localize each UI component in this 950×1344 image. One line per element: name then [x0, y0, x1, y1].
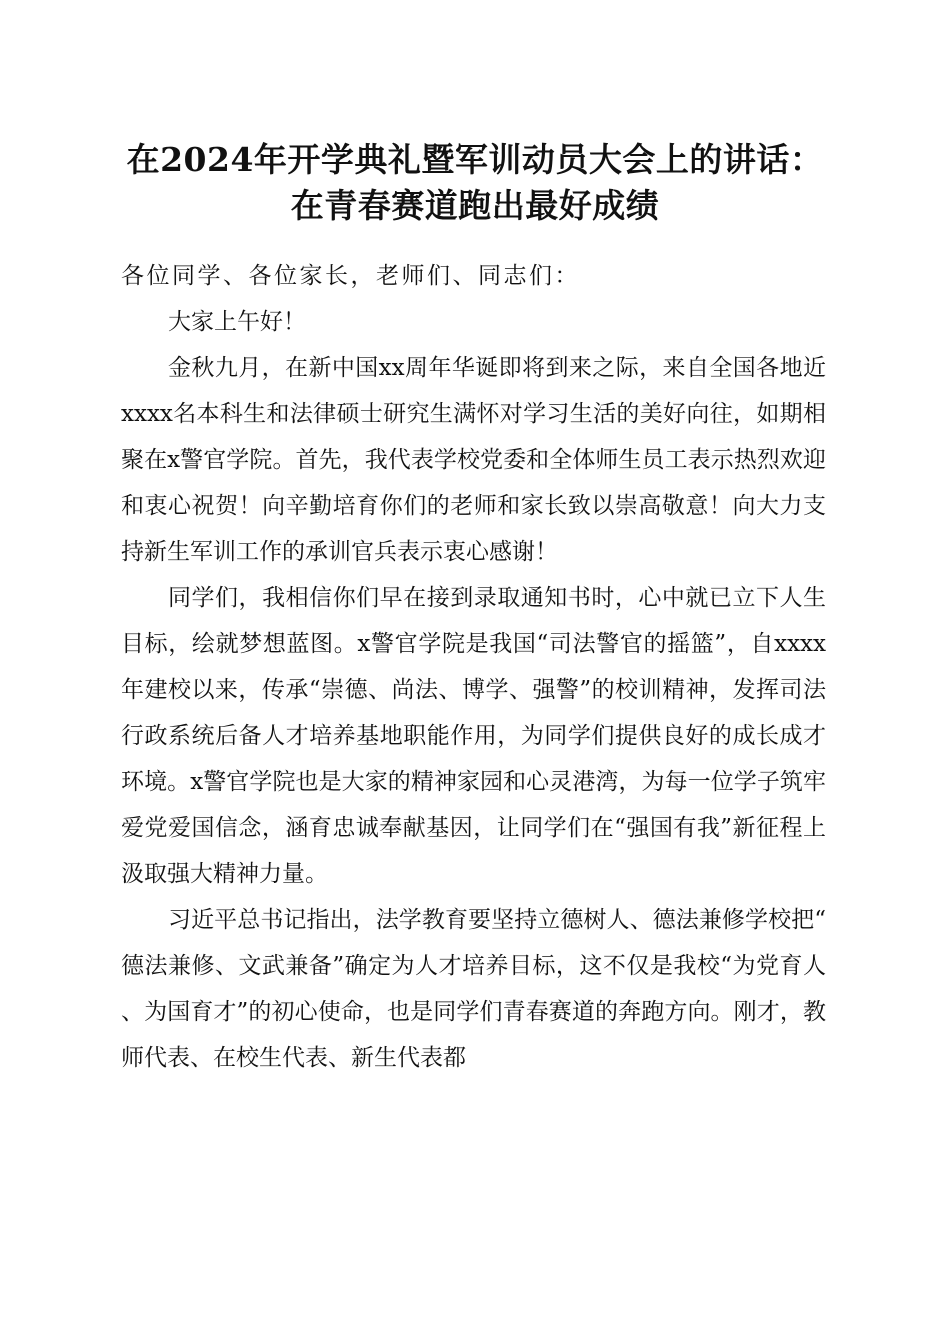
paragraph-1: 金秋九月，在新中国xx周年华诞即将到来之际，来自全国各地近xxxx名本科生和法律硕士研究生满怀对学习生活的美好向往，如期相聚在x警官学院。首先，我代表学校党委和全体师生员工表示热烈欢迎和衷心祝贺！向辛勤培育你们的老师和家长致以崇高敬意！向大力支持新生军训工作的承训官兵表示衷心感谢！	[121, 355, 826, 565]
paragraph-2: 同学们，我相信你们早在接到录取通知书时，心中就已立下人生目标，绘就梦想蓝图。x警官学院是我国“司法警官的摇篮”，自xxxx年建校以来，传承“崇德、尚法、博学、强警”的校训精神，发挥司法行政系统后备人才培养基地职能作用，为同学们提供良好的成长成才环境。x警官学院也是大家的精神家园和心灵港湾，为每一位学子筑牢爱党爱国信念，涵育忠诚奉献基因，让同学们在“强国有我”新征程上汲取强大精神力量。	[121, 585, 826, 887]
document-title-line-1: 在2024年开学典礼暨军训动员大会上的讲话：	[126, 140, 824, 179]
greeting: 大家上午好！	[168, 309, 306, 335]
document-body	[121, 253, 826, 1081]
document-title-line-2: 在青春赛道跑出最好成绩	[290, 186, 660, 225]
paragraph-3: 习近平总书记指出，法学教育要坚持立德树人、德法兼修学校把“德法兼修、文武兼备”确定为人才培养目标，这不仅是我校“为党育人、为国育才”的初心使命，也是同学们青春赛道的奔跑方向。刚才，教师代表、在校生代表、新生代表都	[121, 907, 826, 1071]
salutation: 各位同学、各位家长，老师们、同志们：	[121, 263, 580, 289]
